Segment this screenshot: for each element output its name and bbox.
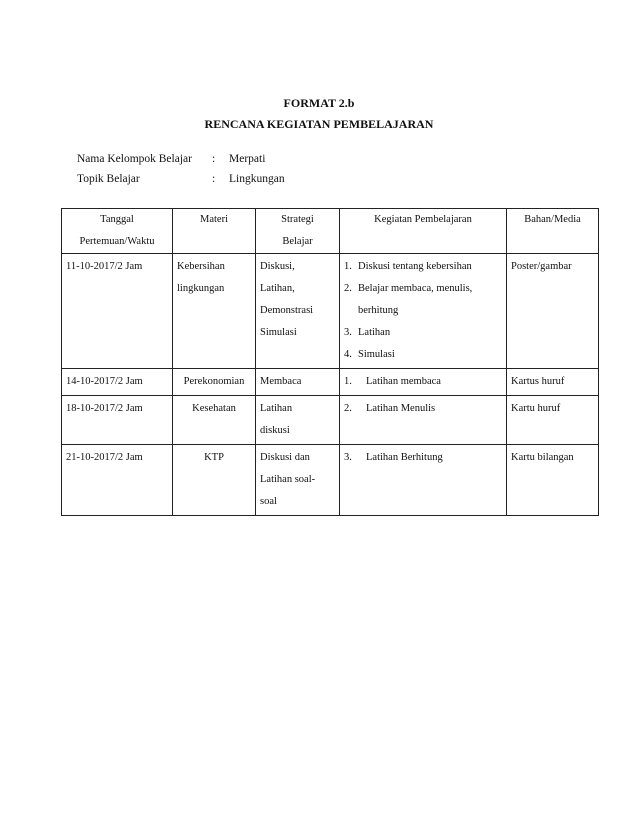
item-number: 1. (344, 261, 352, 272)
strategi-line: soal (260, 496, 277, 507)
document-title: FORMAT 2.b (283, 96, 355, 110)
item-text: Latihan membaca (366, 376, 441, 387)
cell-materi (173, 254, 256, 369)
strategi-line: Demonstrasi (260, 305, 314, 316)
cell-bahan: Poster/gambar (507, 254, 599, 369)
meta-colon: : (212, 173, 216, 185)
cell-materi: KTP (173, 445, 256, 516)
header-tanggal-line1: Tanggal (100, 214, 134, 225)
cell-kegiatan (340, 445, 507, 516)
meta-colon: : (212, 153, 216, 165)
table-row (62, 369, 599, 396)
lesson-plan-table (61, 208, 599, 516)
kegiatan-item (344, 256, 502, 278)
cell-kegiatan (340, 254, 507, 369)
cell-strategi (256, 396, 340, 445)
item-text: Latihan Berhitung (366, 452, 443, 463)
item-number: 3. (344, 452, 352, 463)
cell-bahan: Kartu bilangan (507, 445, 599, 516)
item-number: 2. (344, 403, 352, 414)
header-strategi-line2: Belajar (282, 236, 313, 247)
item-number: 2. (344, 283, 352, 294)
header-tanggal (62, 209, 173, 254)
item-number: 1. (344, 376, 352, 387)
item-number: 3. (344, 327, 352, 338)
meta-value: Lingkungan (229, 173, 285, 185)
table-row (62, 396, 599, 445)
cell-bahan: Kartus huruf (507, 369, 599, 396)
table-header-row (62, 209, 599, 254)
strategi-line: Diskusi dan (260, 452, 310, 463)
kegiatan-item (344, 398, 502, 420)
cell-tanggal: 11-10-2017/2 Jam (62, 254, 173, 369)
strategi-line: Latihan (260, 403, 293, 414)
cell-materi: Kesehatan (173, 396, 256, 445)
strategi-line: Latihan soal- (260, 474, 316, 485)
meta-value: Merpati (229, 153, 266, 165)
cell-strategi: Membaca (256, 369, 340, 396)
header-kegiatan: Kegiatan Pembelajaran (340, 209, 507, 254)
materi-line: Kebersihan (177, 261, 225, 272)
header-strategi (256, 209, 340, 254)
strategi-line: Diskusi, (260, 261, 295, 272)
header-materi: Materi (173, 209, 256, 254)
cell-tanggal: 18-10-2017/2 Jam (62, 396, 173, 445)
cell-strategi (256, 254, 340, 369)
kegiatan-item (344, 278, 502, 300)
item-text: Latihan Menulis (366, 403, 436, 414)
strategi-line: Latihan, (260, 283, 295, 294)
item-text: Diskusi tentang kebersihan (358, 261, 472, 272)
document-subtitle: RENCANA KEGIATAN PEMBELAJARAN (204, 117, 434, 131)
item-text-continued: berhitung (358, 305, 399, 316)
table-row (62, 445, 599, 516)
header-strategi-line1: Strategi (281, 214, 314, 225)
item-number: 4. (344, 349, 352, 360)
meta-label: Nama Kelompok Belajar (77, 153, 192, 165)
cell-tanggal: 21-10-2017/2 Jam (62, 445, 173, 516)
item-text: Latihan (358, 327, 391, 338)
strategi-line: diskusi (260, 425, 290, 436)
cell-materi: Perekonomian (173, 369, 256, 396)
kegiatan-item (344, 322, 502, 344)
cell-kegiatan (340, 396, 507, 445)
header-tanggal-line2: Pertemuan/Waktu (79, 236, 155, 247)
meta-label: Topik Belajar (77, 173, 140, 185)
kegiatan-item (344, 371, 502, 393)
cell-strategi (256, 445, 340, 516)
kegiatan-item (344, 344, 502, 366)
materi-line: lingkungan (177, 283, 225, 294)
cell-tanggal: 14-10-2017/2 Jam (62, 369, 173, 396)
item-text: Belajar membaca, menulis, (358, 283, 473, 294)
table-row (62, 254, 599, 369)
header-bahan: Bahan/Media (507, 209, 599, 254)
kegiatan-item (344, 447, 502, 469)
cell-bahan: Kartu huruf (507, 396, 599, 445)
item-text: Simulasi (358, 349, 395, 360)
strategi-line: Simulasi (260, 327, 297, 338)
cell-kegiatan (340, 369, 507, 396)
